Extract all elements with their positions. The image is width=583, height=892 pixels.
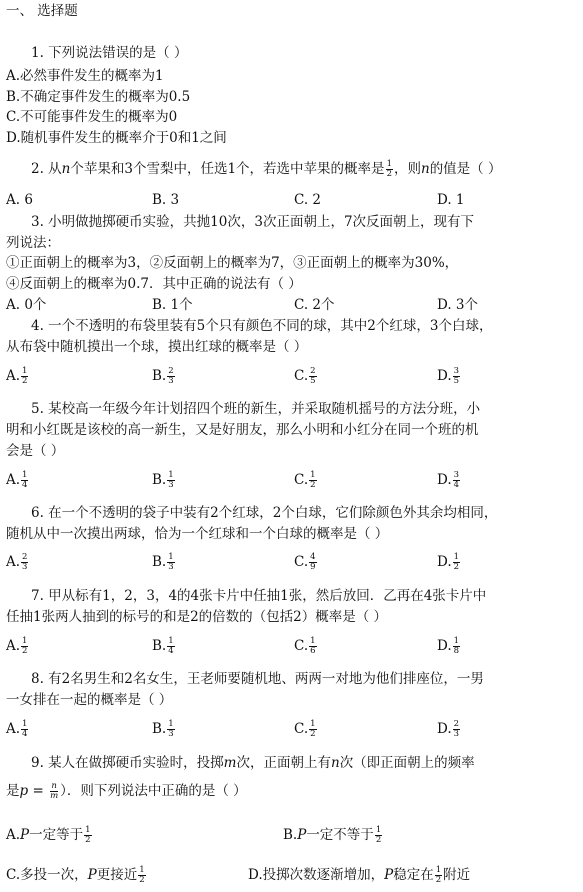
q3-option-c: C. 2个 xyxy=(294,297,335,313)
q6-line1: 6. 在一个不透明的袋子中装有2个红球，2个白球，它们除颜色外其余均相同， xyxy=(31,505,498,521)
q9-line2-a: 是 xyxy=(6,783,20,799)
q8-a-label: A. xyxy=(6,721,21,737)
q8-c-num: 1 xyxy=(310,719,316,729)
q9-line1-b: 次，正面朝上有 xyxy=(236,755,331,771)
q9-b-text: 一定不等于 xyxy=(306,827,374,843)
q3-option-a: A. 0个 xyxy=(6,297,47,313)
q9-d-den: 2 xyxy=(435,875,442,885)
q6-b-num: 1 xyxy=(168,552,174,562)
q7-line1: 7. 甲从标有1，2，3，4的4张卡片中任抽1张，然后放回．乙再在4张卡片中 xyxy=(31,588,487,604)
q4-line2: 从布袋中随机摸出一个球，摸出红球的概率是（ ） xyxy=(6,339,308,355)
q5-b-num: 1 xyxy=(168,470,174,480)
q6-d-frac xyxy=(453,553,460,572)
q6-option-b xyxy=(152,553,176,572)
q9-a-num: 1 xyxy=(85,825,91,835)
q6-c-den: 9 xyxy=(310,562,316,572)
q5-d-den: 4 xyxy=(453,480,460,490)
q9-d-label: D.投掷次数逐渐增加， xyxy=(248,867,385,883)
q6-d-label: D. xyxy=(437,554,452,570)
q2-option-d: D. 1 xyxy=(437,192,465,208)
q9-d-frac xyxy=(435,866,442,885)
q7-a-num: 1 xyxy=(22,636,28,646)
q9-b-num: 1 xyxy=(375,825,382,835)
q2-option-b: B. 3 xyxy=(152,192,180,208)
q8-c-den: 2 xyxy=(310,729,316,739)
q9-d-text: 稳定在 xyxy=(393,867,434,883)
q1-option-b: B.不确定事件发生的概率为0.5 xyxy=(6,89,191,105)
q9-a-label: A. xyxy=(6,827,21,843)
q4-a-den: 2 xyxy=(22,376,28,386)
q6-d-num: 1 xyxy=(453,552,460,562)
q2-var-n: n xyxy=(61,161,71,177)
q5-c-frac xyxy=(309,471,316,490)
q5-b-frac xyxy=(167,471,174,490)
q8-option-b xyxy=(152,720,176,739)
q7-a-label: A. xyxy=(6,638,21,654)
q7-a-frac xyxy=(21,637,28,656)
q8-option-c xyxy=(294,720,318,739)
q2-option-c: C. 2 xyxy=(294,192,322,208)
q4-b-den: 3 xyxy=(168,376,174,386)
q9-var-n: n xyxy=(330,755,340,771)
q1-stem: 1. 下列说法错误的是（ ） xyxy=(31,45,188,61)
q9-c-var: P xyxy=(87,867,97,883)
q3-line3: ①正面朝上的概率为3，②反面朝上的概率为7，③正面朝上的概率为30%， xyxy=(6,255,459,271)
q9-frac-den: m xyxy=(50,791,59,801)
q9-option-d xyxy=(248,866,470,885)
q9-var-m: m xyxy=(223,755,237,771)
q4-c-num: 2 xyxy=(310,366,316,376)
q1-option-c: C.不可能事件发生的概率为0 xyxy=(6,109,178,125)
q8-c-label: C. xyxy=(294,721,309,737)
q4-d-label: D. xyxy=(437,368,452,384)
q7-d-frac xyxy=(453,637,460,656)
q7-option-c xyxy=(294,637,318,656)
q7-a-den: 2 xyxy=(22,646,28,656)
q5-option-a xyxy=(6,471,29,490)
q9-var-p: p xyxy=(19,783,29,799)
q4-b-frac xyxy=(167,367,174,386)
q2-stem-d: 的值是（ ） xyxy=(429,161,502,177)
q9-c-text: 更接近 xyxy=(96,867,138,883)
q3-line2: 列说法： xyxy=(6,235,60,251)
q9-c-den: 2 xyxy=(139,875,145,885)
q8-b-num: 1 xyxy=(168,719,174,729)
q8-a-frac xyxy=(21,720,28,739)
q4-b-num: 2 xyxy=(168,366,174,376)
q6-a-den: 3 xyxy=(22,562,28,572)
q9-c-frac xyxy=(138,866,145,885)
q8-d-frac xyxy=(453,720,460,739)
q7-c-den: 6 xyxy=(310,646,316,656)
q5-d-label: D. xyxy=(437,472,452,488)
q4-a-frac xyxy=(21,367,28,386)
q6-a-num: 2 xyxy=(22,552,28,562)
q7-b-den: 4 xyxy=(168,646,174,656)
q5-option-c xyxy=(294,471,318,490)
q5-b-label: B. xyxy=(152,472,167,488)
q6-option-d xyxy=(437,553,461,572)
q5-c-den: 2 xyxy=(310,480,316,490)
q5-c-num: 1 xyxy=(310,470,316,480)
q5-line1: 5. 某校高一年级今年计划招四个班的新生，并采取随机摇号的方法分班，小 xyxy=(31,401,481,417)
q6-b-den: 3 xyxy=(168,562,174,572)
q4-a-num: 1 xyxy=(22,366,28,376)
q5-a-den: 4 xyxy=(22,480,28,490)
q2-var-n-2: n xyxy=(420,161,430,177)
q9-d-tail: 附近 xyxy=(443,867,471,883)
q2-fraction xyxy=(386,160,393,179)
q5-option-b xyxy=(152,471,176,490)
q9-b-var: P xyxy=(297,827,307,843)
q1-option-a: A.必然事件发生的概率为1 xyxy=(6,68,164,84)
q5-b-den: 3 xyxy=(168,480,174,490)
q8-a-num: 1 xyxy=(22,719,28,729)
q7-b-num: 1 xyxy=(168,636,174,646)
q9-b-label: B. xyxy=(283,827,298,843)
q7-c-label: C. xyxy=(294,638,309,654)
q6-option-a xyxy=(6,553,29,572)
q7-b-label: B. xyxy=(152,638,167,654)
q7-d-den: 8 xyxy=(453,646,460,656)
q8-option-d xyxy=(437,720,461,739)
q3-option-d: D. 3个 xyxy=(437,297,479,313)
q7-line2: 任抽1张两人抽到的标号的和是2的倍数的（包括2）概率是（ ） xyxy=(6,609,388,625)
q6-c-label: C. xyxy=(294,554,309,570)
q4-option-d xyxy=(437,367,461,386)
q8-line2: 一女排在一起的概率是（ ） xyxy=(6,692,173,708)
q4-option-a xyxy=(6,367,29,386)
q3-line4: ④反面朝上的概率为0.7．其中正确的说法有（ ） xyxy=(6,276,302,292)
q4-d-num: 3 xyxy=(453,366,460,376)
q6-a-frac xyxy=(21,553,28,572)
q7-c-num: 1 xyxy=(310,636,316,646)
q9-eq: = xyxy=(28,783,49,799)
q5-line3: 会是（ ） xyxy=(6,443,65,459)
q9-d-var: P xyxy=(384,867,394,883)
q9-a-frac xyxy=(84,826,91,845)
q9-d-num: 1 xyxy=(435,865,442,875)
q4-d-den: 5 xyxy=(453,376,460,386)
q7-c-frac xyxy=(309,637,316,656)
q9-frac xyxy=(49,782,59,801)
q8-d-num: 2 xyxy=(453,719,460,729)
q4-d-frac xyxy=(453,367,460,386)
q8-option-a xyxy=(6,720,29,739)
q1-option-d: D.随机事件发生的概率介于0和1之间 xyxy=(6,130,227,146)
q2-stem xyxy=(31,160,501,179)
q4-a-label: A. xyxy=(6,368,21,384)
q9-c-label: C.多投一次， xyxy=(6,867,88,883)
q8-line1: 8. 有2名男生和2名女生，王老师要随机地、两两一对地为他们排座位，一男 xyxy=(31,671,484,687)
q9-c-num: 1 xyxy=(139,865,145,875)
q4-c-den: 5 xyxy=(310,376,316,386)
q2-stem-a: 2. 从 xyxy=(31,161,62,177)
q6-b-label: B. xyxy=(152,554,167,570)
q9-option-b xyxy=(283,826,383,845)
q9-a-text: 一定等于 xyxy=(29,827,84,843)
q8-d-label: D. xyxy=(437,721,452,737)
q3-option-b: B. 1个 xyxy=(152,297,193,313)
q6-option-c xyxy=(294,553,318,572)
q8-b-frac xyxy=(167,720,174,739)
q6-c-num: 4 xyxy=(310,552,316,562)
q6-b-frac xyxy=(167,553,174,572)
q5-line2: 明和小红既是该校的高一新生，又是好朋友，那么小明和小红分在同一个班的机 xyxy=(6,422,479,438)
q2-frac-den: 2 xyxy=(386,169,392,179)
q2-stem-b: 个苹果和3个雪梨中，任选1个，若选中苹果的概率是 xyxy=(70,161,385,177)
q5-d-num: 3 xyxy=(453,470,460,480)
q4-line1: 4. 一个不透明的布袋里装有5个只有颜色不同的球，其中2个红球，3个白球， xyxy=(31,318,493,334)
q9-line2-b: ）．则下列说法中正确的是（ ） xyxy=(60,783,247,799)
q4-c-label: C. xyxy=(294,368,309,384)
q6-d-den: 2 xyxy=(453,562,460,572)
q2-frac-num: 1 xyxy=(386,159,392,169)
q6-c-frac xyxy=(309,553,316,572)
q8-a-den: 4 xyxy=(22,729,28,739)
q4-option-b xyxy=(152,367,176,386)
q8-b-label: B. xyxy=(152,721,167,737)
q4-b-label: B. xyxy=(152,368,167,384)
q9-a-den: 2 xyxy=(85,835,91,845)
q5-a-frac xyxy=(21,471,28,490)
q2-option-a: A. 6 xyxy=(6,192,33,208)
q4-option-c xyxy=(294,367,318,386)
q6-a-label: A. xyxy=(6,554,21,570)
q5-d-frac xyxy=(453,471,460,490)
q9-frac-num: n xyxy=(51,781,57,791)
q7-d-num: 1 xyxy=(453,636,460,646)
q3-line1: 3. 小明做抛掷硬币实验，共抛10次，3次正面朝上，7次反面朝上，现有下 xyxy=(31,214,475,230)
q9-a-var: P xyxy=(20,827,30,843)
q9-option-c xyxy=(6,866,147,885)
q9-option-a xyxy=(6,826,93,845)
q5-option-d xyxy=(437,471,461,490)
q6-line2: 随机从中一次摸出两球，恰为一个红球和一个白球的概率是（ ） xyxy=(6,526,389,542)
q7-d-label: D. xyxy=(437,638,452,654)
q2-stem-c: ，则 xyxy=(393,161,421,177)
q9-line1 xyxy=(31,754,475,772)
q9-b-den: 2 xyxy=(375,835,382,845)
q8-b-den: 3 xyxy=(168,729,174,739)
section-title: 一、 选择题 xyxy=(6,3,78,19)
q9-line2 xyxy=(6,782,247,801)
q5-a-num: 1 xyxy=(22,470,28,480)
q4-c-frac xyxy=(309,367,316,386)
q5-c-label: C. xyxy=(294,472,309,488)
q9-b-frac xyxy=(375,826,382,845)
q8-d-den: 3 xyxy=(453,729,460,739)
q7-b-frac xyxy=(167,637,174,656)
q9-line1-a: 9. 某人在做掷硬币实验时，投掷 xyxy=(31,755,224,771)
q7-option-d xyxy=(437,637,461,656)
q9-line1-c: 次（即正面朝上的频率 xyxy=(339,755,475,771)
q5-a-label: A. xyxy=(6,472,21,488)
q7-option-b xyxy=(152,637,176,656)
q7-option-a xyxy=(6,637,29,656)
q8-c-frac xyxy=(309,720,316,739)
